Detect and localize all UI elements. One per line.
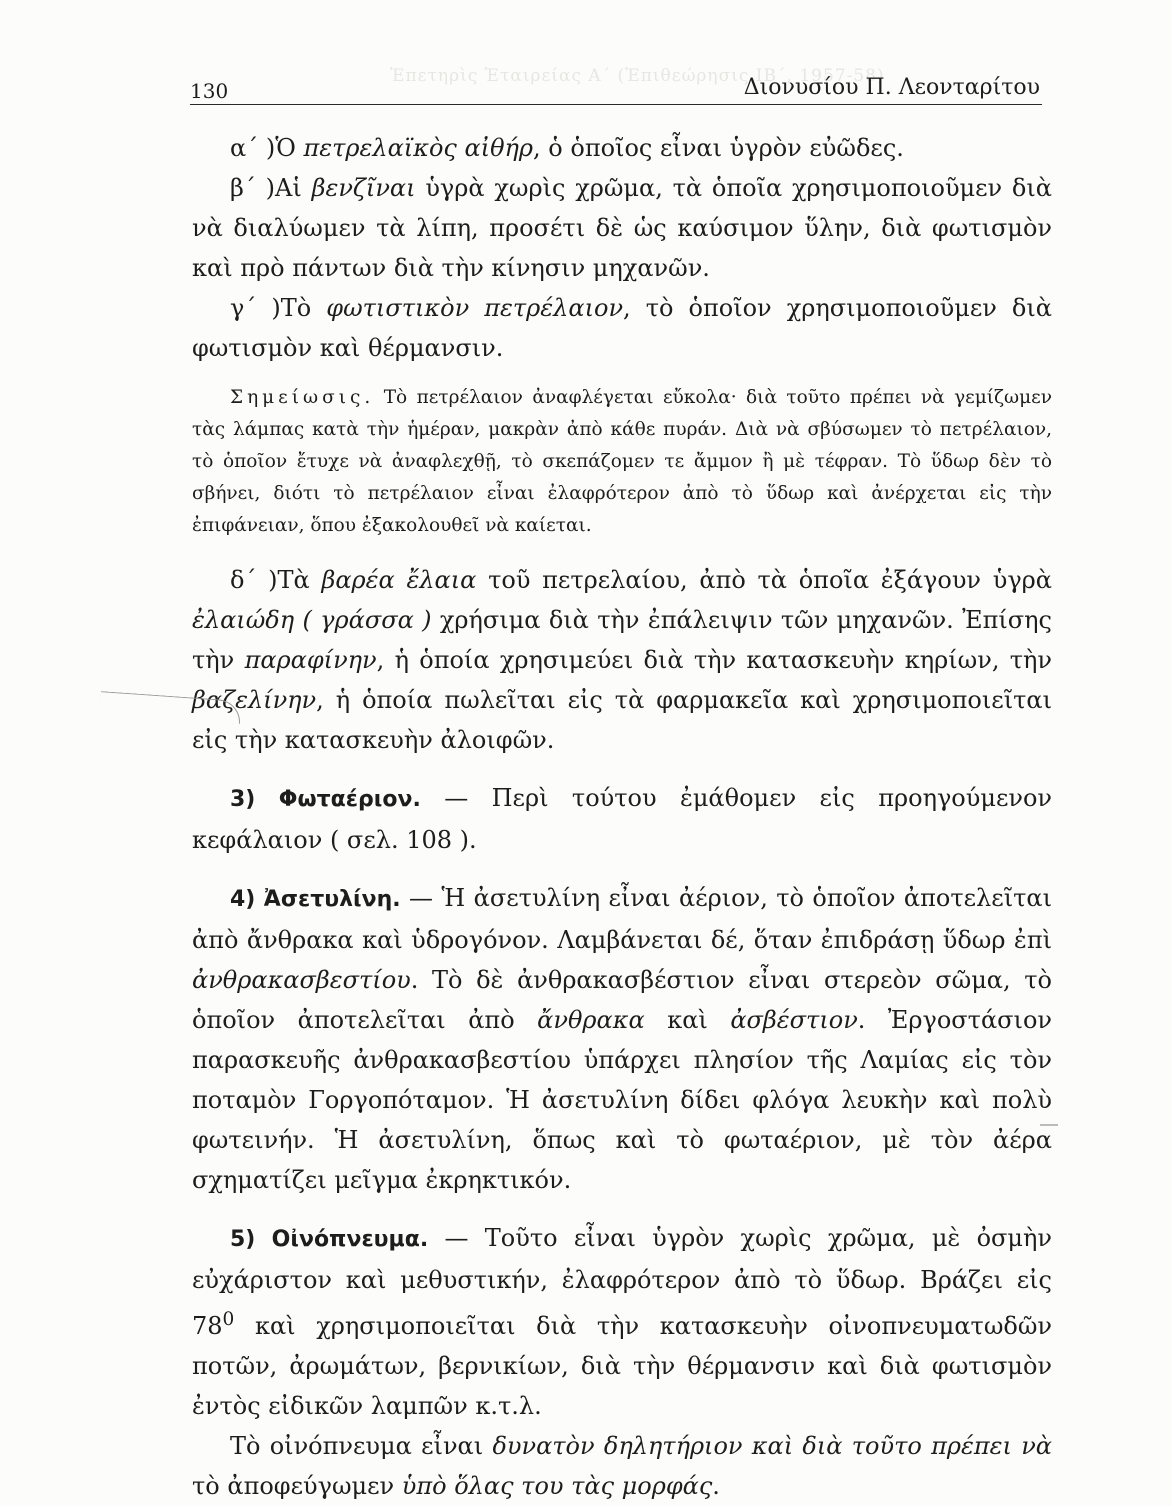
margin-mark	[1040, 1124, 1058, 1126]
bleed-through-text: Ἐπετηρὶς Ἑταιρείας Α΄ (Ἐπιθεώρησις ΙΒ΄, 1957-58)	[390, 66, 885, 86]
term: φωτιστικὸν πετρέλαιον	[326, 294, 624, 322]
degree-mark: 0	[222, 1309, 235, 1330]
header-rule	[190, 104, 1042, 105]
item-label: β΄ )	[230, 174, 276, 202]
term: ἀνθρακασβεστίου	[192, 966, 411, 994]
item-label: δ΄ )	[230, 566, 278, 594]
term: παραφίνην	[244, 646, 377, 674]
item-alpha: α΄ )Ὁ πετρελαϊκὸς αἰθήρ, ὁ ὁποῖος εἶναι ὑγρὸν εὐῶδες.	[230, 134, 904, 162]
term: βενζῖναι	[311, 174, 416, 202]
term: δυνατὸν δηλητήριον καὶ διὰ τοῦτο πρέπει νὰ	[492, 1432, 1052, 1460]
term: βαζελίνην	[192, 686, 317, 714]
body-text	[192, 128, 1052, 1506]
closing-paragraph: Τὸ οἰνόπνευμα εἶναι δυνατὸν δηλητήριον καὶ διὰ τοῦτο πρέπει νὰ τὸ ἀποφεύγωμεν ὑπὸ ὅλας του τὰς μορφάς.	[192, 1432, 1052, 1500]
item-label: α΄ )	[230, 134, 276, 162]
section-5: 5) Οἰνόπνευμα. — Τοῦτο εἶναι ὑγρὸν χωρὶς χρῶμα, μὲ ὀσμὴν εὐχάριστον καὶ μεθυστικήν, ἐλαφρότερον ἀπὸ τὸ ὕδωρ. Βράζει εἰς $78^0$ καὶ χρησιμοποιεῖται διὰ τὴν κατασκευὴν οἰνοπνευματωδῶν ποτῶν, ἀρωμάτων, βερνικίων, διὰ τὴν θέρμανσιν καὶ διὰ φωτισμὸν ἐντὸς εἰδικῶν λαμπῶν κ.τ.λ.	[192, 1224, 1052, 1420]
section-heading: 5) Οἰνόπνευμα.	[230, 1227, 429, 1252]
note-label: Σημείωσις.	[230, 387, 375, 408]
note-paragraph: Σημείωσις. Τὸ πετρέλαιον ἀναφλέγεται εὔκολα· διὰ τοῦτο πρέπει νὰ γεμίζωμεν τὰς λάμπας κατὰ τὴν ἡμέραν, μακρὰν ἀπὸ κάθε πυράν. Διὰ νὰ σβύσωμεν τὸ πετρέλαιον, τὸ ὁποῖον ἔτυχε νὰ ἀναφλεχθῇ, τὸ σκεπάζομεν τε ἄμμον ἢ μὲ τέφραν. Τὸ ὕδωρ δὲν τὸ σβήνει, διότι τὸ πετρέλαιον εἶναι ἐλαφρότερον ἀπὸ τὸ ὕδωρ καὶ ἀνέρχεται εἰς τὴν ἐπιφάνειαν, ὅπου ἐξακολουθεῖ νὰ καίεται.	[192, 387, 1052, 536]
section-heading: 3) Φωταέριον.	[230, 787, 421, 812]
term: ἐλαιώδη ( γράσσα )	[192, 606, 432, 634]
section-heading: 4) Ἀσετυλίνη.	[230, 887, 401, 912]
term: ἄνθρακα	[537, 1006, 645, 1034]
section-3: 3) Φωταέριον. — Περὶ τούτου ἐμάθομεν εἰς προηγούμενον κεφάλαιον ( σελ. 108 ).	[192, 784, 1053, 854]
section-4: 4) Ἀσετυλίνη. — Ἡ ἀσετυλίνη εἶναι ἀέριον, τὸ ὁποῖον ἀποτελεῖται ἀπὸ ἄνθρακα καὶ ὑδρογόνον. Λαμβάνεται δέ, ὅταν ἐπιδράσῃ ὕδωρ ἐπὶ ἀνθρακασβεστίου. Τὸ δὲ ἀνθρακασβέστιον εἶναι στερεὸν σῶμα, τὸ ὁποῖον ἀποτελεῖται ἀπὸ ἄνθρακα καὶ ἀσβέστιον. Ἐργοστάσιον παρασκευῆς ἀνθρακασβεστίου ὑπάρχει πλησίον τῆς Λαμίας εἰς τὸν ποταμὸν Γοργοπόταμον. Ἡ ἀσετυλίνη δίδει φλόγα λευκὴν καὶ πολὺ φωτεινήν. Ἡ ἀσετυλίνη, ὅπως καὶ τὸ φωταέριον, μὲ τὸν ἀέρα σχηματίζει μεῖγμα ἐκρηκτικόν.	[192, 884, 1052, 1194]
item-label: γ΄ )	[230, 294, 281, 322]
term: βαρέα ἔλαια	[321, 566, 477, 594]
running-title: Διονυσίου Π. Λεονταρίτου	[743, 75, 1040, 100]
term: ἀσβέστιον	[730, 1006, 858, 1034]
page-number: 130	[190, 79, 229, 103]
page-header	[190, 75, 1040, 107]
item-gamma: γ΄ )Τὸ φωτιστικὸν πετρέλαιον, τὸ ὁποῖον χρησιμοποιοῦμεν διὰ φωτισμὸν καὶ θέρμανσιν.	[192, 294, 1052, 362]
term: ὑπὸ ὅλας του τὰς μορφάς	[401, 1472, 713, 1500]
item-beta: β΄ )Αἱ βενζῖναι ὑγρὰ χωρὶς χρῶμα, τὰ ὁποῖα χρησιμοποιοῦμεν διὰ νὰ διαλύωμεν τὰ λίπη, προσέτι δὲ ὡς καύσιμον ὕλην, διὰ φωτισμὸν καὶ πρὸ πάντων διὰ τὴν κίνησιν μηχανῶν.	[192, 174, 1052, 282]
item-delta: δ΄ )Τὰ βαρέα ἔλαια τοῦ πετρελαίου, ἀπὸ τὰ ὁποῖα ἐξάγουν ὑγρὰ ἐλαιώδη ( γράσσα ) χρήσιμα διὰ τὴν ἐπάλειψιν τῶν μηχανῶν. Ἐπίσης τὴν παραφίνην, ἡ ὁποία χρησιμεύει διὰ τὴν κατασκευὴν κηρίων, τὴν βαζελίνην, ἡ ὁποία πωλεῖται εἰς τὰ φαρμακεῖα καὶ χρησιμοποιεῖται εἰς τὴν κατασκευὴν ἀλοιφῶν.	[192, 566, 1053, 754]
term: πετρελαϊκὸς αἰθήρ	[303, 134, 534, 162]
